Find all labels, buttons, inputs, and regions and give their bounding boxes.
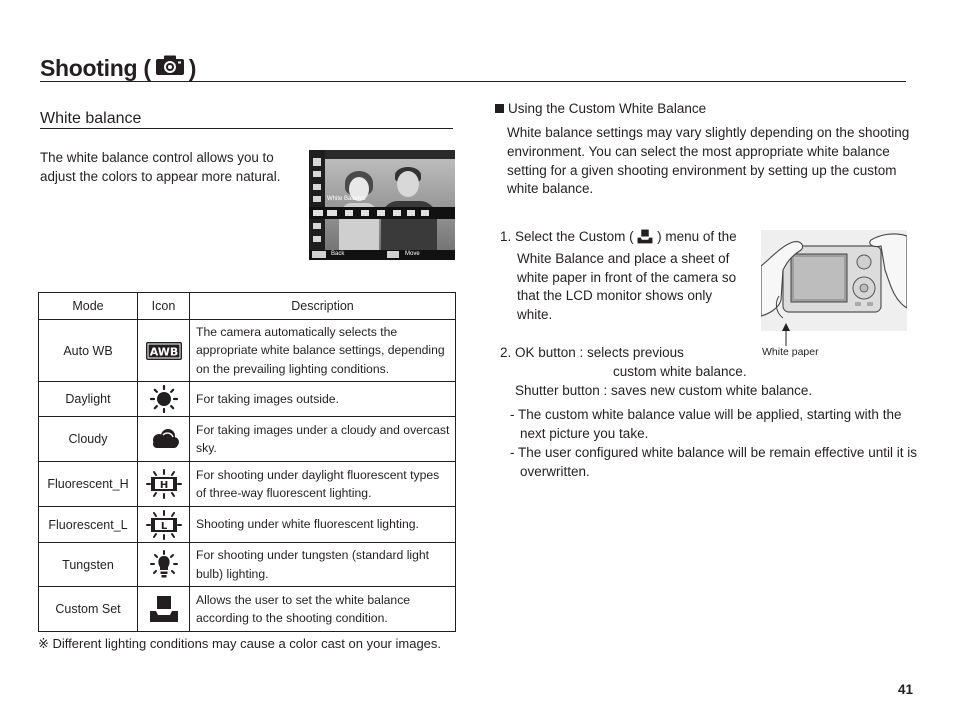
fluorescent-h-icon <box>138 462 190 507</box>
table-row <box>39 320 456 382</box>
page-number: 41 <box>898 682 914 697</box>
bullet-square-icon <box>495 104 504 113</box>
lcd-white-balance-label: White Balance <box>327 196 366 202</box>
section-title: White balance <box>40 110 142 127</box>
table-cell-description: For taking images outside. <box>190 382 456 417</box>
step-1-text-b: ) menu of the White Balance and place a sheet of white paper in front of the camera so that the LCD monitor shows only white. <box>517 229 737 323</box>
table-cell-mode: Fluorescent_H <box>39 462 138 507</box>
table-cell-mode: Auto WB <box>39 320 138 382</box>
fluorescent-l-icon <box>138 507 190 543</box>
table-row <box>39 382 456 417</box>
table-cell-description: For taking images under a cloudy and overcast sky. <box>190 417 456 462</box>
tungsten-bulb-icon <box>138 543 190 587</box>
lcd-preview-image <box>309 150 455 260</box>
table-row <box>39 543 456 587</box>
custom-wb-paragraph: White balance settings may vary slightly depending on the shooting environment. You can select the most appropriate white balance setting for a given shooting environment by setting up the custom white balance. <box>507 125 910 197</box>
lcd-white-balance-bar <box>309 207 455 219</box>
step-1-text-a: Select the Custom ( <box>515 229 634 244</box>
step-2-line-2: custom white balance. <box>613 363 747 379</box>
step-2-line-1: 2. OK button : selects previous <box>500 345 684 360</box>
table-header-row <box>39 293 456 320</box>
lcd-bottom-bar <box>309 250 455 260</box>
note-1: - The custom white balance value will be applied, starting with the next picture you take. <box>510 407 902 441</box>
page-title <box>40 54 196 82</box>
section-divider <box>40 128 453 129</box>
custom-wb-heading <box>495 101 706 116</box>
custom-set-icon <box>138 587 190 632</box>
page-title-prefix: Shooting ( <box>40 54 151 81</box>
custom-set-icon <box>637 229 653 250</box>
footnote: ※ Different lighting conditions may cause a color cast on your images. <box>38 636 442 651</box>
table-cell-mode: Cloudy <box>39 417 138 462</box>
step-1 <box>500 228 749 325</box>
table-row <box>39 417 456 462</box>
sun-icon <box>138 382 190 417</box>
table-header-description: Description <box>190 293 456 320</box>
white-balance-table <box>38 292 456 632</box>
step-1-number: 1. <box>500 229 512 244</box>
table-row <box>39 462 456 507</box>
table-cell-mode: Custom Set <box>39 587 138 632</box>
note-2: - The user configured white balance will be remain effective until it is overwritten. <box>510 445 917 479</box>
custom-wb-heading-text: Using the Custom White Balance <box>508 101 707 116</box>
awb-icon-text: AWB <box>149 345 178 358</box>
lcd-side-menu <box>309 150 325 260</box>
cloud-icon <box>138 417 190 462</box>
awb-icon <box>138 320 190 382</box>
step-2-line-3: Shutter button : saves new custom white balance. <box>515 382 813 398</box>
camera-white-paper-illustration <box>761 230 907 331</box>
page-title-suffix: ) <box>188 54 197 81</box>
table-cell-description: Shooting under white fluorescent lighting. <box>190 507 456 543</box>
table-row <box>39 507 456 543</box>
white-paper-label: White paper <box>762 346 819 358</box>
intro-text: The white balance control allows you to adjust the colors to appear more natural. <box>40 150 281 184</box>
lcd-back-label: Back <box>331 251 345 257</box>
camera-icon <box>155 54 185 82</box>
table-cell-description: The camera automatically selects the appropriate white balance settings, depending on the prevailing lighting conditions. <box>190 320 456 382</box>
pointer-arrow-icon <box>780 322 792 348</box>
table-cell-mode: Fluorescent_L <box>39 507 138 543</box>
lcd-move-label: Move <box>405 251 420 257</box>
table-cell-mode: Daylight <box>39 382 138 417</box>
table-cell-mode: Tungsten <box>39 543 138 587</box>
table-cell-description: For shooting under daylight fluorescent types of three-way fluorescent lighting. <box>190 462 456 507</box>
table-header-mode: Mode <box>39 293 138 320</box>
title-divider <box>40 81 906 82</box>
table-row <box>39 587 456 632</box>
fluorescent-h-icon-text: H <box>159 480 168 491</box>
table-cell-description: Allows the user to set the white balance according to the shooting condition. <box>190 587 456 632</box>
fluorescent-l-icon-text: L <box>160 520 167 532</box>
table-header-icon: Icon <box>138 293 190 320</box>
table-cell-description: For shooting under tungsten (standard light bulb) lighting. <box>190 543 456 587</box>
